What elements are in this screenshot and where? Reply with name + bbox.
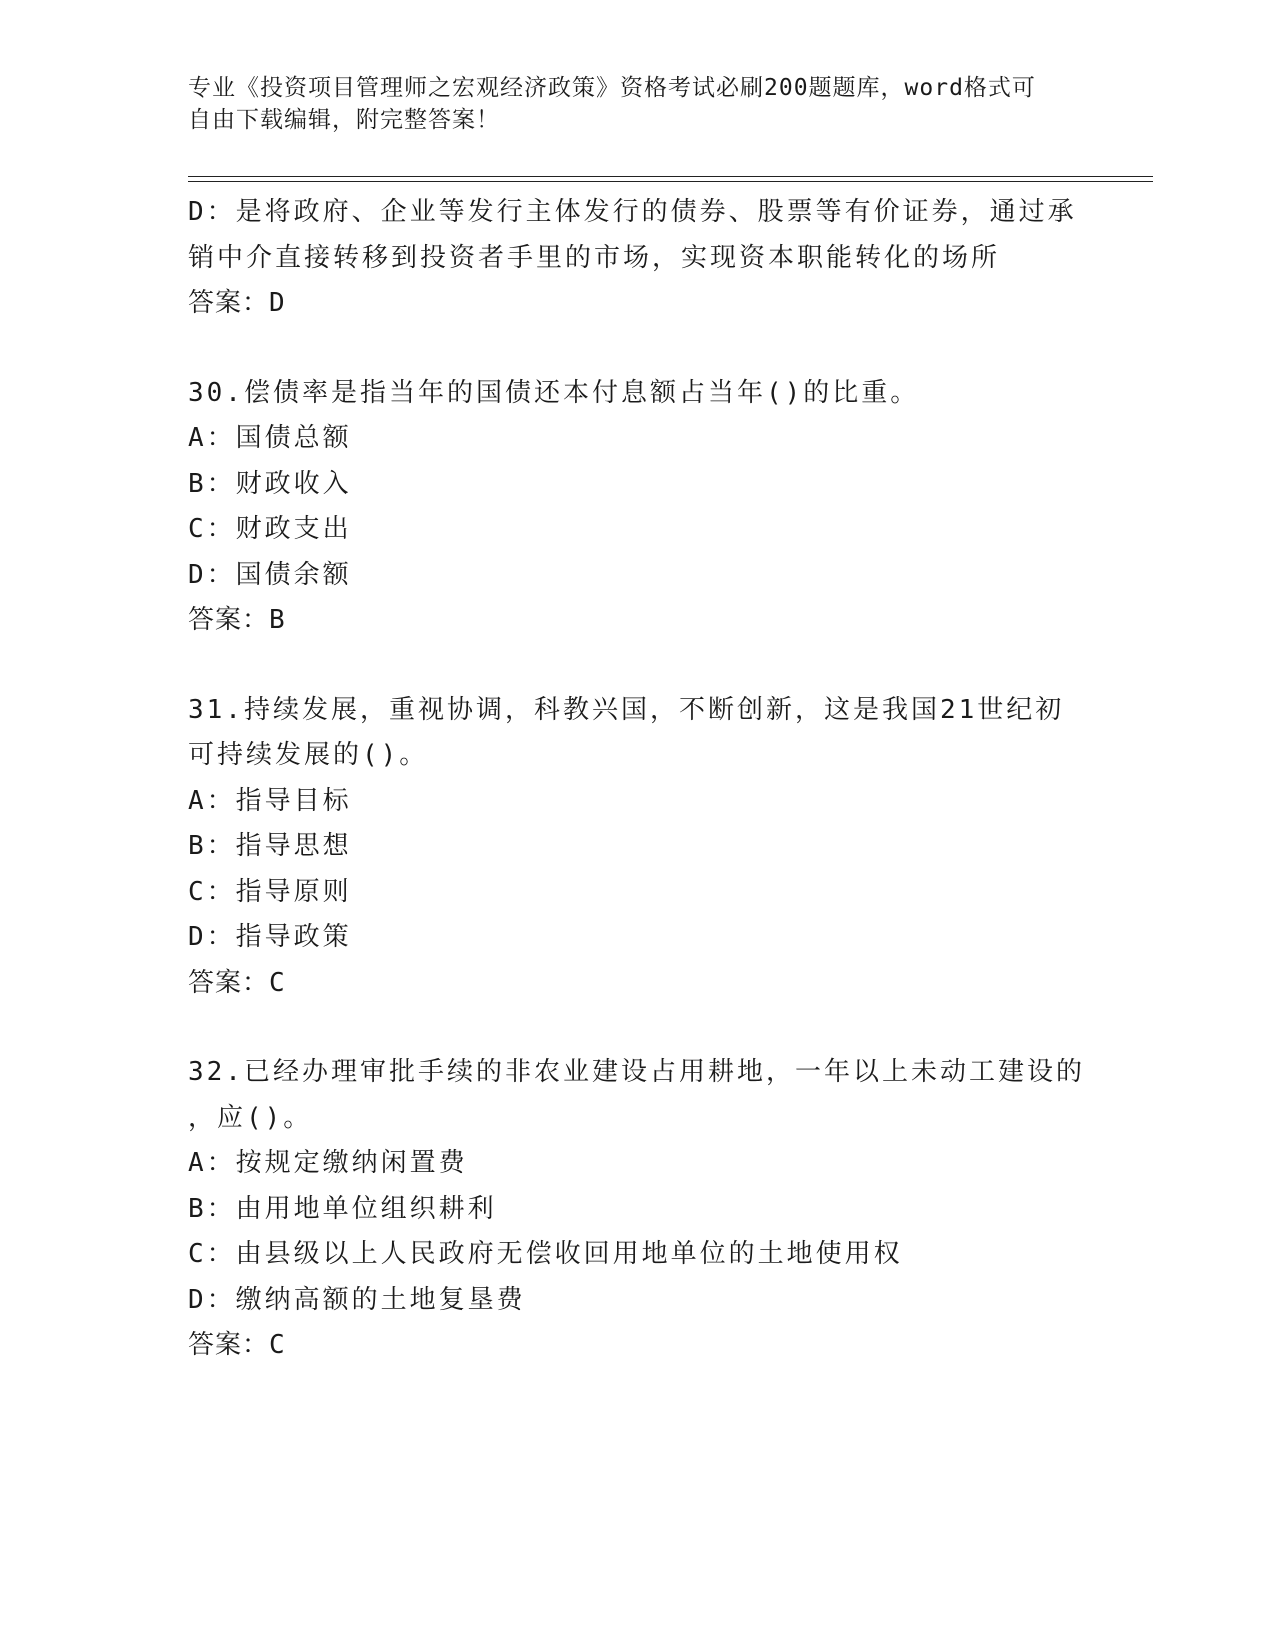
option-b: B：指导思想 bbox=[188, 831, 352, 861]
document-header bbox=[188, 72, 1078, 136]
option-c: C：由县级以上人民政府无偿收回用地单位的土地使用权 bbox=[188, 1239, 903, 1269]
question-stem: 31.持续发展，重视协调，科教兴国，不断创新，这是我国21世纪初 bbox=[188, 694, 1065, 725]
question-stem-continued: 可持续发展的()。 bbox=[188, 740, 429, 770]
question-stem: 32.已经办理审批手续的非农业建设占用耕地，一年以上未动工建设的 bbox=[188, 1057, 1085, 1087]
answer: 答案：D bbox=[188, 288, 286, 318]
answer: 答案：C bbox=[188, 967, 286, 998]
document-body bbox=[188, 190, 1088, 1369]
option-b: B：由用地单位组织耕利 bbox=[188, 1193, 497, 1224]
option-a: A：国债总额 bbox=[188, 423, 352, 453]
question-stem: 30.偿债率是指当年的国债还本付息额占当年()的比重。 bbox=[188, 377, 920, 408]
option-d: D：是将政府、企业等发行主体发行的债券、股票等有价证券，通过承 bbox=[188, 197, 1077, 227]
option-d: D：国债余额 bbox=[188, 559, 352, 590]
answer: 答案：B bbox=[188, 605, 286, 635]
option-d-continued: 销中介直接转移到投资者手里的市场，实现资本职能转化的场所 bbox=[188, 242, 1001, 273]
header-divider-top bbox=[188, 176, 1153, 177]
option-a: A：指导目标 bbox=[188, 785, 352, 816]
option-d: D：指导政策 bbox=[188, 922, 352, 952]
previous-question-tail bbox=[188, 190, 1088, 327]
option-c: C：指导原则 bbox=[188, 876, 352, 907]
header-divider-bottom bbox=[188, 181, 1153, 182]
answer: 答案：C bbox=[188, 1330, 286, 1360]
option-c: C：财政支出 bbox=[188, 514, 352, 544]
question-stem-continued: ，应()。 bbox=[188, 1102, 313, 1133]
question-32 bbox=[188, 1050, 1088, 1369]
header-line-2: 自由下载编辑，附完整答案！ bbox=[188, 107, 500, 133]
question-30 bbox=[188, 371, 1088, 644]
option-d: D：缴纳高额的土地复垦费 bbox=[188, 1284, 526, 1315]
option-b: B：财政收入 bbox=[188, 468, 352, 499]
option-a: A：按规定缴纳闲置费 bbox=[188, 1148, 468, 1178]
question-31 bbox=[188, 688, 1088, 1007]
header-line-1: 专业《投资项目管理师之宏观经济政策》资格考试必刷200题题库，word格式可 bbox=[188, 75, 1036, 101]
